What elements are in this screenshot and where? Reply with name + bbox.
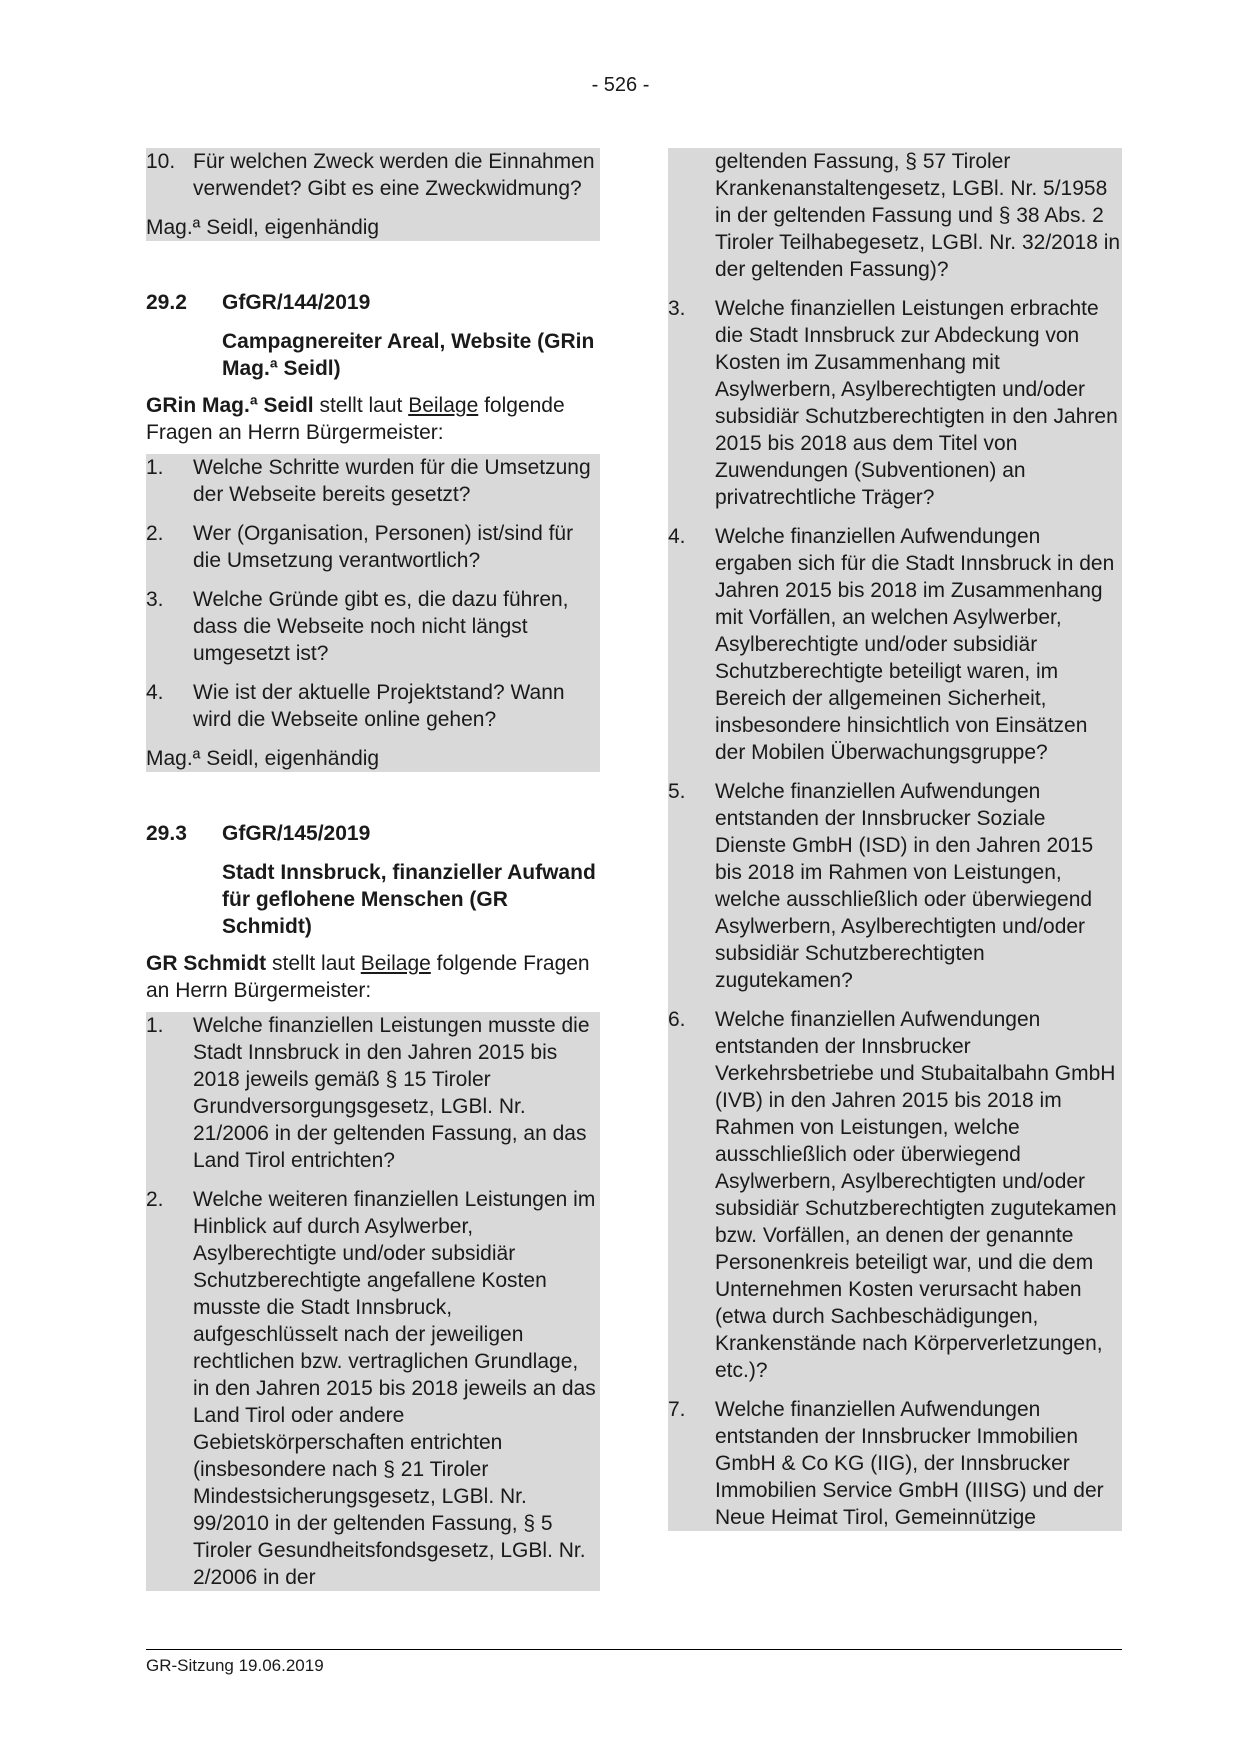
section-intro: [146, 392, 600, 446]
question-item: [146, 679, 600, 733]
question-item: [146, 520, 600, 574]
item-number: 2.: [146, 522, 164, 545]
item-text: Welche finanziellen Leistungen erbrachte die Stadt Innsbruck zur Abdeckung von Kosten im Zusammenhang mit Asylwerbern, Asylberechtigten und/oder subsidiär Schutzberechtigten in den Jahren 2015 bis 2018 aus dem Titel von Zuwendungen (Subventionen) an privatrechtliche Träger?: [715, 297, 1118, 509]
intro-text-a: stellt laut: [319, 394, 403, 417]
section-title: Stadt Innsbruck, finanzieller Aufwand für geflohene Menschen (GR Schmidt): [222, 861, 596, 938]
item-number: 1.: [146, 1014, 164, 1037]
question-item: [668, 295, 1122, 511]
item-text: Welche Gründe gibt es, die dazu führen, dass die Webseite noch nicht längst umgesetzt ist?: [193, 588, 569, 665]
section-heading-29-2: [146, 289, 600, 316]
item-text: Für welchen Zweck werden die Einnahmen verwendet? Gibt es eine Zweckwidmung?: [193, 150, 595, 200]
question-item: [146, 1186, 600, 1591]
item-text: Welche Schritte wurden für die Umsetzung der Webseite bereits gesetzt?: [193, 456, 591, 506]
section-number: 29.3: [146, 822, 187, 845]
item-number: 4.: [668, 525, 686, 548]
beilage-link[interactable]: Beilage: [360, 952, 431, 975]
item-text: Welche finanziellen Leistungen musste die Stadt Innsbruck in den Jahren 2015 bis 2018 jeweils gemäß § 15 Tiroler Grundversorgungsgesetz, LGBl. Nr. 21/2006 in der geltenden Fassung, an das Land Tirol entrichten?: [193, 1014, 590, 1172]
question-item: [146, 1012, 600, 1174]
item-number: 3.: [668, 297, 686, 320]
item-number: 2.: [146, 1188, 164, 1211]
question-item: [668, 523, 1122, 766]
item-number: 3.: [146, 588, 164, 611]
item-number: 10.: [146, 150, 176, 173]
item-text: Welche finanziellen Aufwendungen ergaben sich für die Stadt Innsbruck in den Jahren 2015 bis 2018 im Zusammenhang mit Vorfällen, an welchen Asylwerber, Asylberechtigte und/oder subsidiär Schutzberechtigte beteiligt waren, im Bereich der allgemeinen Sicherheit, insbesondere hinsichtlich von Einsätzen der Mobilen Überwachungsgruppe?: [715, 525, 1115, 764]
item-number: 4.: [146, 681, 164, 704]
item-number: 6.: [668, 1008, 686, 1031]
item-text: Welche weiteren finanziellen Leistungen im Hinblick auf durch Asylwerber, Asylberechtigte und/oder subsidiär Schutzberechtigte angefallene Kosten musste die Stadt Innsbruck, aufgeschlüsselt nach der jeweiligen rechtlichen bzw. vertraglichen Grundlage, in den Jahren 2015 bis 2018 jeweils an das Land Tirol oder andere Gebietskörperschaften entrichten (insbesondere nach § 21 Tiroler Mindestsicherungsgesetz, LGBl. Nr. 99/2010 in der geltenden Fassung, § 5 Tiroler Gesundheitsfondsgesetz, LGBl. Nr. 2/2006 in der: [193, 1188, 596, 1589]
section-heading-29-3: [146, 820, 600, 847]
section-number: 29.2: [146, 291, 187, 314]
section-code: GfGR/145/2019: [222, 822, 371, 845]
item-text: Wie ist der aktuelle Projektstand? Wann wird die Webseite online gehen?: [193, 681, 565, 731]
item-number: 7.: [668, 1398, 686, 1421]
question-item: [146, 586, 600, 667]
item-text: Welche finanziellen Aufwendungen entstanden der Innsbrucker Verkehrsbetriebe und Stubaitalbahn GmbH (IVB) in den Jahren 2015 bis 2018 im Rahmen von Leistungen, welche ausschließlich oder überwiegend Asylwerbern, Asylberechtigten und/oder subsidiär Schutzberechtigten zugutekamen bzw. Vorfällen, an denen der genannte Personenkreis beteiligt war, und die dem Unternehmen Kosten verursacht haben (etwa durch Sachbeschädigungen, Krankenstände nach Körperverletzungen, etc.)?: [715, 1008, 1117, 1382]
intro-text-b: folgende Fragen an Herrn Bürgermeister:: [146, 952, 590, 1002]
item-text: Wer (Organisation, Personen) ist/sind für die Umsetzung verantwortlich?: [193, 522, 574, 572]
item-number: 5.: [668, 780, 686, 803]
section-title: Campagnereiter Areal, Website (GRin Mag.ª Seidl): [222, 330, 595, 380]
question-item: [668, 1396, 1122, 1531]
section-code: GfGR/144/2019: [222, 291, 371, 314]
question-item: [146, 148, 600, 202]
signature: Mag.ª Seidl, eigenhändig: [146, 216, 380, 239]
question-item: [668, 1006, 1122, 1384]
item-text: geltenden Fassung, § 57 Tiroler Krankenanstaltengesetz, LGBl. Nr. 5/1958 in der geltenden Fassung und § 38 Abs. 2 Tiroler Teilhabegesetz, LGBl. Nr. 32/2018 in der geltenden Fassung)?: [715, 150, 1121, 281]
footer-text: GR-Sitzung 19.06.2019: [146, 1656, 324, 1675]
intro-author: GRin Mag.ª Seidl: [146, 394, 314, 417]
item-text: Welche finanziellen Aufwendungen entstanden der Innsbrucker Immobilien GmbH & Co KG (IIG), der Innsbrucker Immobilien Service GmbH (IIISG) und der Neue Heimat Tirol, Gemeinnützige: [715, 1398, 1104, 1529]
question-block-top: [146, 148, 600, 241]
question-block-continued: [668, 148, 1122, 1531]
question-block-29-2: [146, 454, 600, 772]
item-number: 1.: [146, 456, 164, 479]
question-item: [146, 454, 600, 508]
left-column: [146, 148, 600, 1591]
intro-text-b: folgende Fragen an Herrn Bürgermeister:: [146, 394, 565, 444]
intro-text-a: stellt laut: [272, 952, 355, 975]
intro-author: GR Schmidt: [146, 952, 267, 975]
footer-divider: [146, 1649, 1122, 1650]
question-item-continuation: [668, 148, 1122, 283]
item-text: Welche finanziellen Aufwendungen entstanden der Innsbrucker Soziale Dienste GmbH (ISD) in den Jahren 2015 bis 2018 im Rahmen von Leistungen, welche ausschließlich oder überwiegend Asylwerbern, Asylberechtigten und/oder subsidiär Schutzberechtigten zugutekamen?: [715, 780, 1094, 992]
signature: Mag.ª Seidl, eigenhändig: [146, 747, 380, 770]
question-item: [668, 778, 1122, 994]
section-intro: [146, 950, 600, 1004]
page-number: - 526 -: [591, 74, 650, 96]
question-block-29-3: [146, 1012, 600, 1591]
beilage-link[interactable]: Beilage: [408, 394, 479, 417]
right-column: [668, 148, 1122, 1531]
